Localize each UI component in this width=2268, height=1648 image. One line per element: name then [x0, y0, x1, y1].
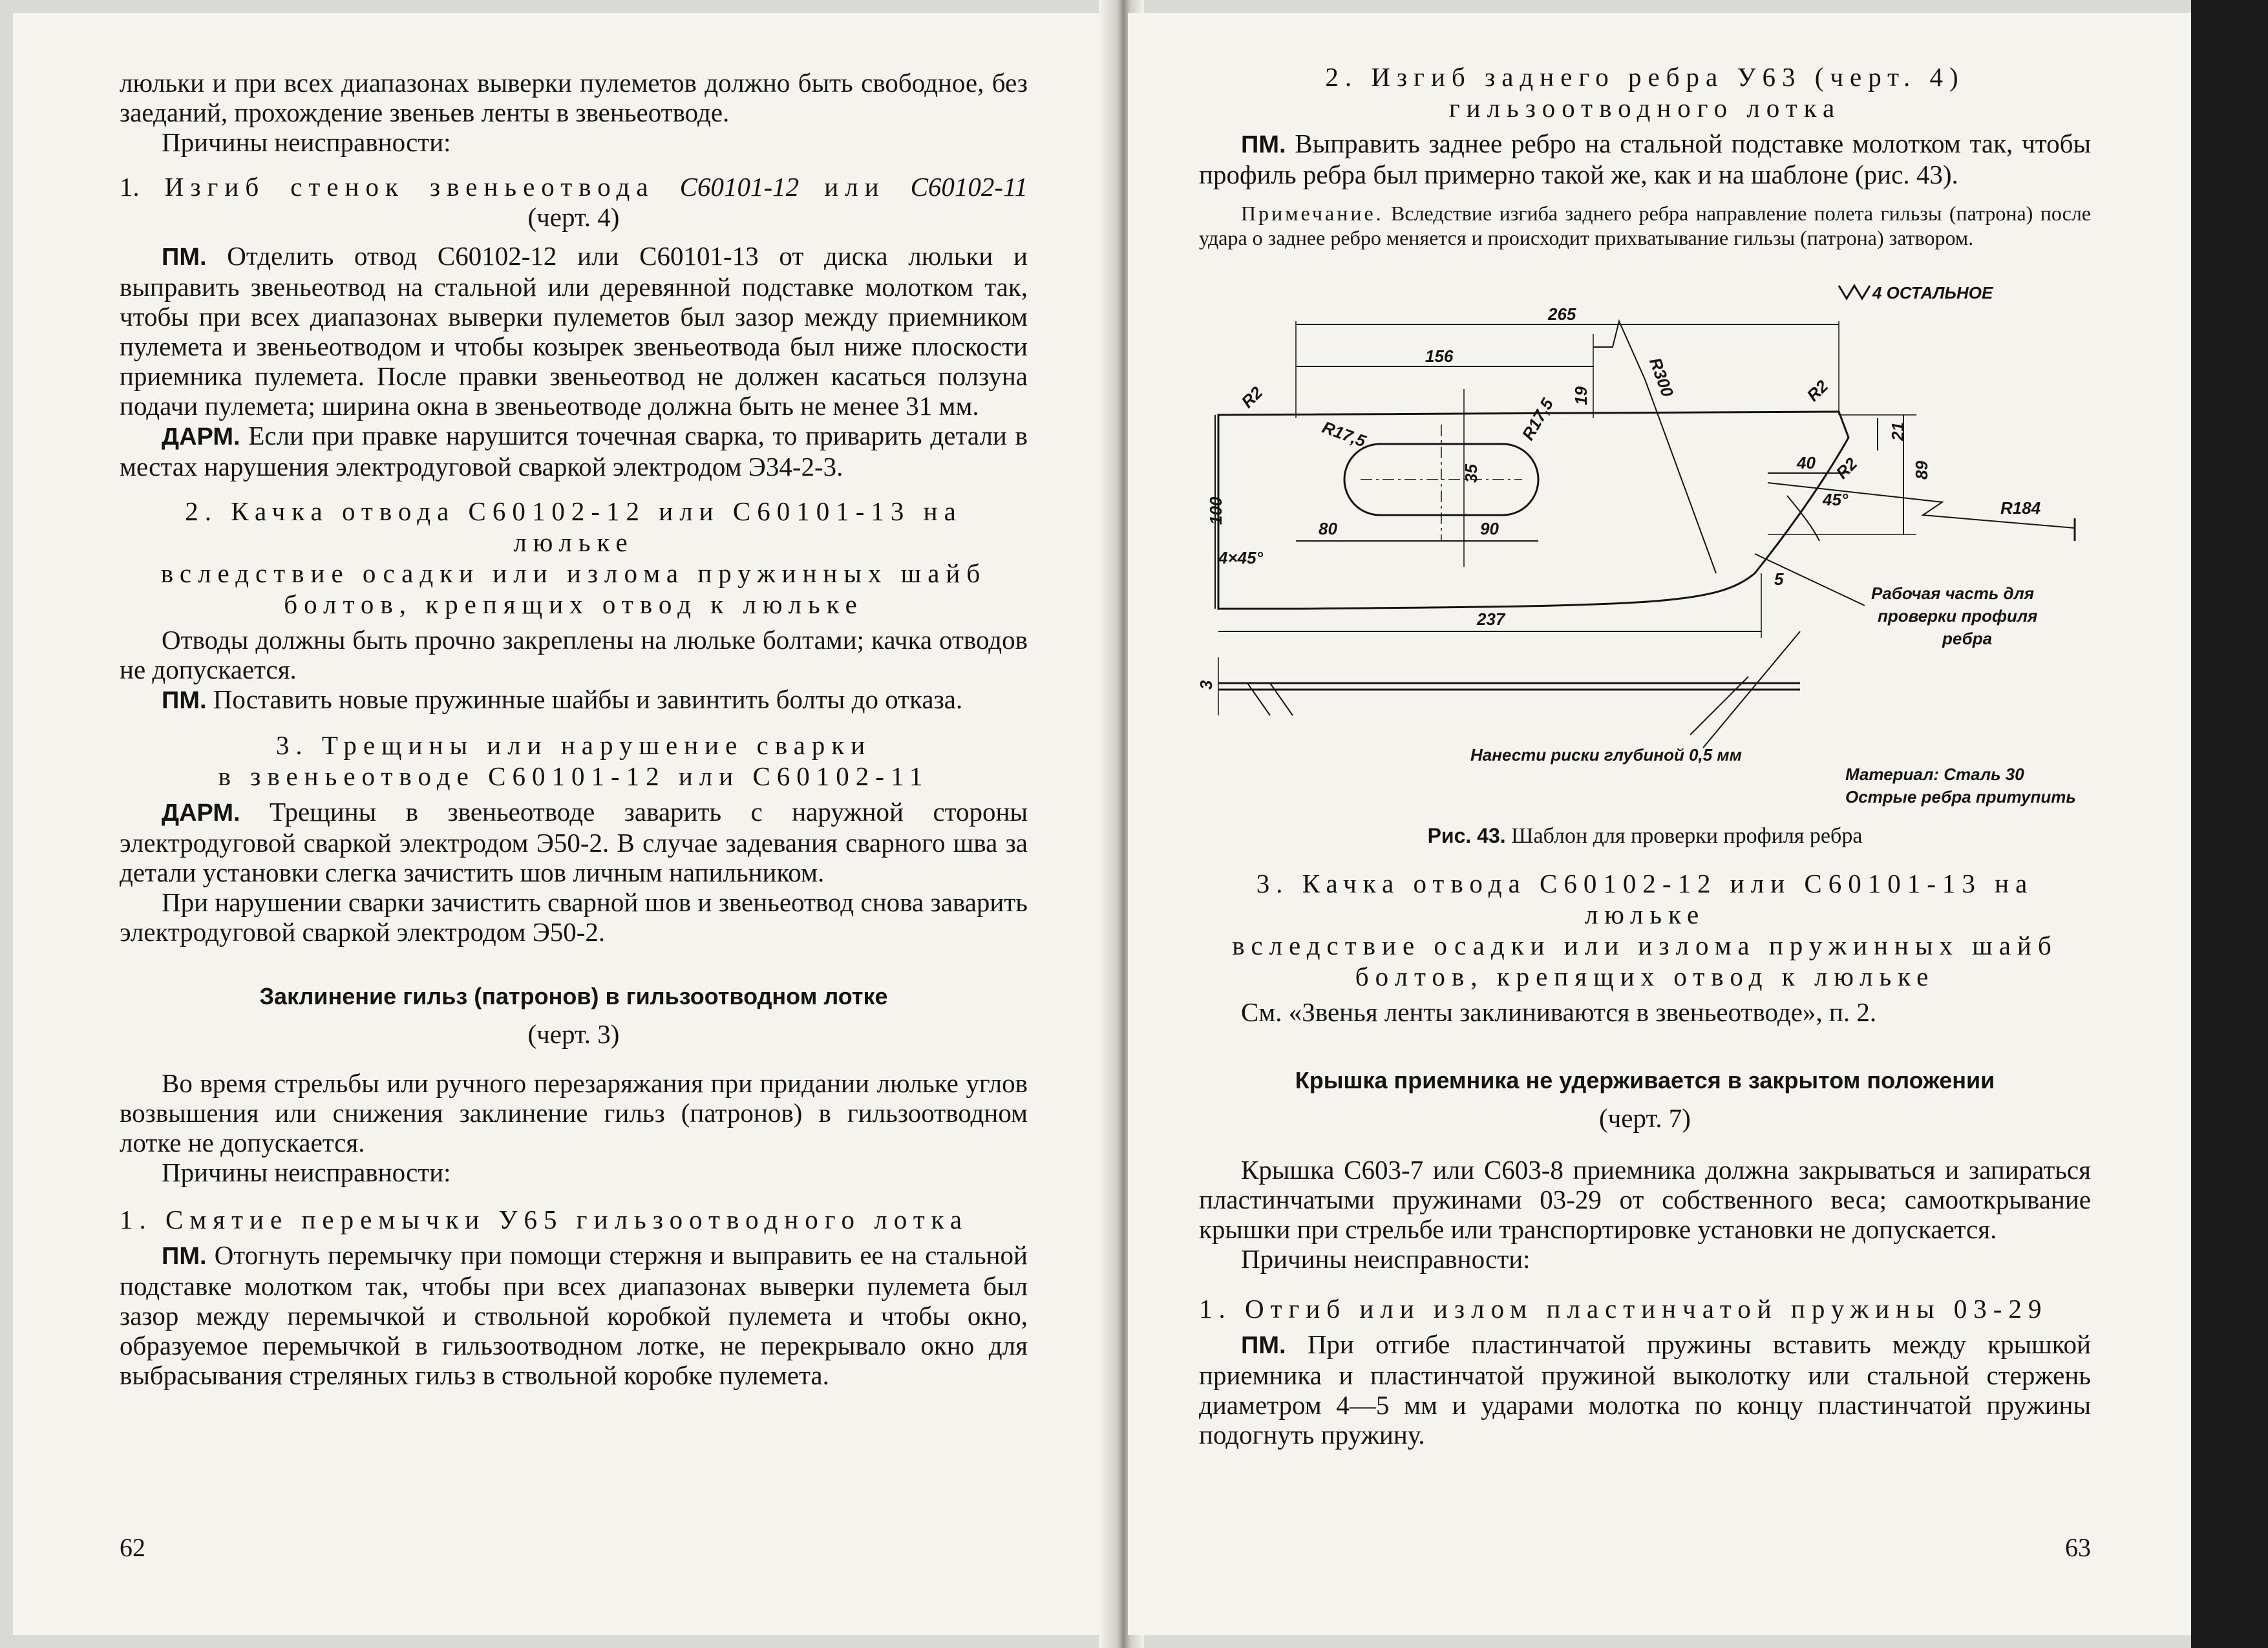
darm-label: ДАРМ.	[162, 799, 240, 827]
edges-label: Острые ребра притупить	[1845, 787, 2076, 807]
dim-35: 35	[1461, 464, 1481, 483]
figure-caption-label: Рис. 43.	[1427, 824, 1506, 847]
left-heading-1-ref: (черт. 4)	[527, 202, 620, 232]
left-pm-2	[120, 684, 1028, 715]
left-paragraph-1: люльки и при всех диапазонах выверки пулеметов должно быть свободное, без заеданий, прохождение звеньев ленты в звеньеотводе.	[120, 68, 1028, 127]
left-causes-2: Причины неисправности:	[162, 1157, 451, 1187]
pm-label: ПМ.	[1241, 1332, 1286, 1359]
right-note	[1199, 201, 2091, 250]
right-paragraph-3: Крышка С603-7 или С603-8 приемника должна закрываться и запираться пластинчатыми пружинами 03-29 от собственного веса; самооткрывание крышки при стрельбе или транспортировке установки не допускается.	[1199, 1155, 2091, 1244]
left-heading-3	[120, 730, 1028, 792]
right-heading-1-line2: гильзоотводного лотка	[1448, 93, 1841, 123]
left-heading-2-line1: 2. Качка отвода С60102-12 или С60101-13 на люльке	[185, 496, 962, 557]
page-number-right: 63	[2065, 1533, 2091, 1562]
dim-156: 156	[1425, 346, 1454, 366]
left-heading-2	[120, 496, 1028, 620]
left-heading-3-line2: в звеньеотводе С60101-12 или С60102-11	[218, 761, 929, 791]
right-heading-2	[1199, 868, 2091, 992]
page-number-left: 62	[120, 1533, 145, 1562]
darm-label: ДАРМ.	[162, 423, 240, 450]
left-paragraph-4: Во время стрельбы или ручного перезаряжания при придании люльке углов возвышения или снижения заклинение гильз (патронов) в гильзоотводном лотке не допускается.	[120, 1068, 1028, 1157]
left-paragraph-2: Отводы должны быть прочно закреплены на люльке болтами; качка отводов не допускается.	[120, 625, 1028, 684]
material-label: Материал: Сталь 30	[1845, 765, 2024, 784]
dim-80: 80	[1319, 519, 1337, 538]
radius-17-5-b: R17,5	[1518, 395, 1558, 444]
right-section-ref: (черт. 7)	[1599, 1103, 1691, 1133]
left-heading-1-num: 1.	[120, 172, 140, 202]
left-darm-1	[120, 421, 1028, 481]
roughness-label: 4 ОСТАЛЬНОЕ	[1872, 283, 1993, 302]
right-page	[1128, 13, 2191, 1635]
right-heading-2-line3: болтов, крепящих отвод к люльке	[1355, 962, 1935, 991]
pm-label: ПМ.	[162, 687, 207, 714]
chamfer-4x45: 4×45°	[1218, 548, 1263, 567]
radius-17-5-a: R17,5	[1319, 417, 1369, 451]
pm-label: ПМ.	[1241, 131, 1286, 158]
left-pm-2-text: Поставить новые пружинные шайбы и завинтить болты до отказа.	[213, 684, 963, 714]
left-pm-4-text: Отогнуть перемычку при помощи стержня и выправить ее на стальной подставке молотком так, чтобы при всех диапазонах выверки пулемета был зазор между перемычкой и ствольной коробкой пулемета и чтобы окно, образуемое перемычкой в гильзоотводном лотке, не перекрывало окно для выбрасывания стреляных гильз в ствольной коробке пулемета.	[120, 1240, 1028, 1390]
pm-label: ПМ.	[162, 1243, 207, 1270]
right-heading-3: 1. Отгиб или излом пластинчатой пружины 03-29	[1199, 1294, 2048, 1324]
angle-45: 45°	[1823, 490, 1849, 509]
dim-100: 100	[1206, 496, 1225, 525]
dim-3: 3	[1196, 680, 1216, 690]
right-heading-1	[1199, 61, 2091, 123]
right-heading-1-line1: 2. Изгиб заднего ребра У63 (черт. 4)	[1325, 62, 1965, 92]
left-pm-1	[120, 241, 1028, 421]
left-heading-4: 1. Смятие перемычки У65 гильзоотводного лотка	[120, 1205, 969, 1234]
figure-caption-text: Шаблон для проверки профиля ребра	[1511, 824, 1863, 848]
dim-89: 89	[1912, 461, 1931, 480]
dim-265: 265	[1548, 304, 1576, 324]
dim-21: 21	[1888, 422, 1907, 441]
dim-90: 90	[1480, 519, 1499, 538]
right-paragraph-2: См. «Звенья ленты заклиниваются в звеньеотводе», п. 2.	[1241, 997, 1877, 1027]
right-section-title: Крышка приемника не удерживается в закрытом положении	[1295, 1067, 1995, 1093]
right-heading-2-line2: вследствие осадки или излома пружинных шайб	[1232, 931, 2058, 960]
radius-184: R184	[2000, 498, 2041, 518]
figure-43-template-drawing	[1196, 269, 2091, 819]
left-page	[13, 13, 1115, 1635]
right-heading-2-line1: 3. Качка отвода С60102-12 или С60101-13 на люльке	[1256, 869, 2034, 929]
scan-dark-edge	[2191, 0, 2268, 1648]
left-pm-4	[120, 1240, 1028, 1390]
right-pm-1-text: Выправить заднее ребро на стальной подставке молотком так, чтобы профиль ребра был примерно такой же, как и на шаблоне (рис. 43).	[1199, 129, 2092, 189]
dim-19: 19	[1571, 386, 1591, 405]
left-darm-3-text: Трещины в звеньеотводе заварить с наружной стороны электродуговой сваркой электродом Э50-2. В случае задевания сварного шва за детали установки слегка зачистить шов личным напильником.	[120, 797, 1028, 887]
radius-2-c: R2	[1832, 454, 1861, 483]
radius-2-b: R2	[1803, 376, 1832, 405]
left-heading-1-code2: С60102-11	[910, 172, 1028, 202]
marks-label: Нанести риски глубиной 0,5 мм	[1470, 745, 1742, 765]
dim-237: 237	[1477, 609, 1505, 629]
radius-2-a: R2	[1237, 383, 1267, 412]
dim-5: 5	[1774, 569, 1784, 589]
work-part-label-2: проверки профиля	[1878, 606, 2038, 626]
note-label: Примечание.	[1241, 202, 1384, 225]
left-heading-2-line3: болтов, крепящих отвод к люльке	[284, 589, 864, 619]
left-paragraph-3: При нарушении сварки зачистить сварной шов и звеньеотвод снова заварить электродуговой сваркой электродом Э50-2.	[120, 887, 1028, 947]
right-note-text: Вследствие изгиба заднего ребра направление полета гильзы (патрона) после удара о заднее ребро меняется и происходит прихватывание гильзы (патрона) затвором.	[1199, 202, 2092, 249]
left-section-title: Заклинение гильз (патронов) в гильзоотводном лотке	[259, 983, 888, 1009]
right-pm-1	[1199, 129, 2091, 189]
left-heading-1-or: или	[824, 172, 885, 202]
right-pm-3-text: При отгибе пластинчатой пружины вставить между крышкой приемника и пластинчатой пружиной выколотку или стальной стержень диаметром 4—5 мм и ударами молотка по концу пластинчатой пружины подогнуть пружину.	[1199, 1329, 2091, 1450]
left-darm-3	[120, 797, 1028, 887]
left-pm-1-text: Отделить отвод С60102-12 или С60101-13 от диска люльки и выправить звеньеотвод на стальной или деревянной подставке молотком так, чтобы при всех диапазонах выверки пулеметов был зазор между приемником пулемета и звеньеотводом и чтобы козырек звеньеотвода был ниже плоскости приемника пулемета. После правки звеньеотвод не должен касаться ползуна подачи пулемета; ширина окна в звеньеотводе должна быть не менее 31 мм.	[120, 241, 1028, 421]
left-causes-1: Причины неисправности:	[162, 127, 451, 157]
right-pm-3	[1199, 1329, 2091, 1450]
radius-300: R300	[1645, 355, 1678, 400]
left-heading-1	[120, 171, 1028, 202]
work-part-label-3: ребра	[1942, 629, 1993, 648]
right-causes: Причины неисправности:	[1241, 1244, 1531, 1274]
left-heading-1-code1: С60101-12	[679, 172, 800, 202]
left-heading-1-text: Изгиб стенок звеньеотвода	[164, 172, 655, 202]
figure-caption	[1199, 824, 2091, 849]
left-darm-1-text: Если при правке нарушится точечная сварка, то приварить детали в местах нарушения электродуговой сваркой электродом Э34-2-3.	[120, 421, 1028, 481]
template-drawing-svg	[1196, 269, 2091, 819]
work-part-label-1: Рабочая часть для	[1871, 584, 2035, 603]
left-heading-2-line2: вследствие осадки или излома пружинных шайб	[160, 558, 987, 588]
pm-label: ПМ.	[162, 244, 207, 271]
left-heading-3-line1: 3. Трещины или нарушение сварки	[275, 730, 872, 760]
dim-40: 40	[1797, 453, 1816, 472]
left-section-ref: (черт. 3)	[527, 1019, 620, 1049]
